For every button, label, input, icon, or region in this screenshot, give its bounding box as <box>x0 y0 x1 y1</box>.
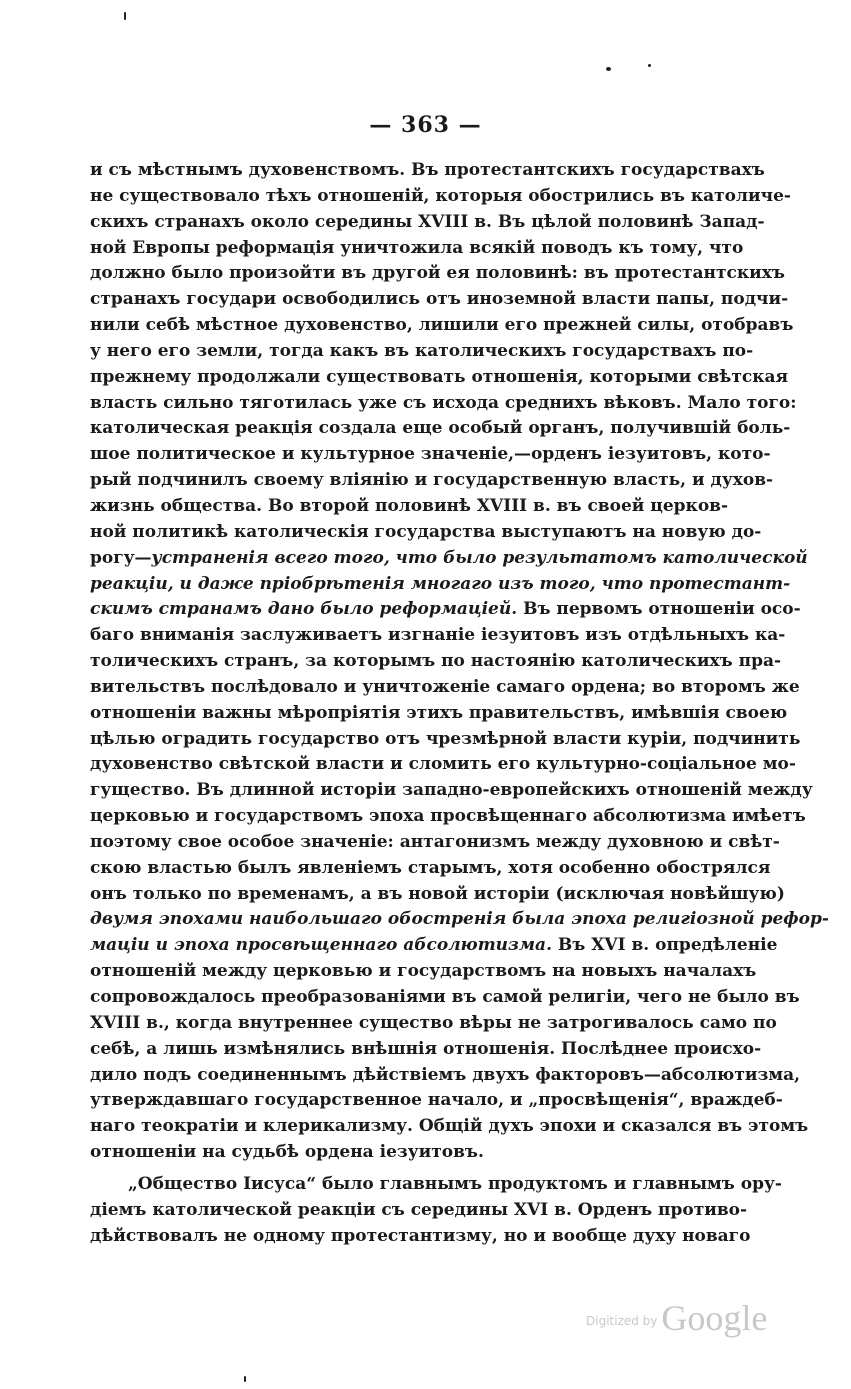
google-watermark <box>586 1296 767 1336</box>
text-line: странахъ государи освободились отъ иноземной власти папы, подчи- <box>90 289 789 310</box>
text-line: жизнь общества. Во второй половинѣ XVIII в. въ своей церков- <box>90 495 729 516</box>
text-line: утверждавшаго государственное начало, и „просвѣщенія“, враждеб- <box>90 1090 783 1111</box>
text-line <box>90 572 791 598</box>
text-line: поэтому свое особое значеніе: антагонизмъ между духовною и свѣт- <box>90 831 780 852</box>
text-line: дѣйствовалъ не одному протестантизму, но и вообще духу новаго <box>90 1225 751 1246</box>
text-line: церковью и государствомъ эпоха просвѣщеннаго абсолютизма имѣетъ <box>90 806 806 827</box>
ink-speck <box>606 67 611 71</box>
text-line: у него его земли, тогда какъ въ католическихъ государствахъ по- <box>90 340 754 361</box>
text-line: гущество. Въ длинной исторіи западно-европейскихъ отношеній между <box>90 780 813 801</box>
text-line: рогу—устраненія всего того, что было результатомъ католической <box>90 547 808 568</box>
text-line: скимъ странамъ дано было реформаціей. Въ первомъ отношеніи осо- <box>90 599 801 620</box>
ink-speck <box>244 1376 246 1382</box>
text-line: „Общество Іисуса“ было главнымъ продуктомъ и главнымъ ору- <box>128 1173 782 1194</box>
text-line: прежнему продолжали существовать отношенія, которыми свѣтская <box>90 366 789 387</box>
italic-emphasis: реакціи, и даже пріобрѣтенія многаго изъ того, что протестант- <box>90 573 791 594</box>
text-line: ной Европы реформація уничтожила всякій поводъ къ тому, что <box>90 237 744 258</box>
text-line: дило подъ соединеннымъ дѣйствіемъ двухъ факторовъ—абсолютизма, <box>90 1064 801 1085</box>
text-line: діемъ католической реакціи съ середины XVI в. Орденъ противо- <box>90 1199 748 1220</box>
page-number: — 363 — <box>369 112 482 138</box>
google-logo: Google <box>661 1298 768 1338</box>
text-line <box>90 907 829 933</box>
italic-emphasis: двумя эпохами наибольшаго обостренія была эпоха религіозной рефор- <box>90 909 829 930</box>
text-line: баго вниманія заслуживаетъ изгнаніе іезуитовъ изъ отдѣльныхъ ка- <box>90 625 786 646</box>
text-line: должно было произойти въ другой ея половинѣ: въ протестантскихъ <box>90 263 785 284</box>
text-line: сопровождалось преобразованіями въ самой религіи, чего не было въ <box>90 987 800 1007</box>
text-line: власть сильно тяготилась уже съ исхода среднихъ вѣковъ. Мало того: <box>90 392 797 413</box>
text-line: себѣ, а лишь измѣнялись внѣшнія отношенія. Послѣднее происхо- <box>90 1038 762 1059</box>
text-line: отношеніи на судьбѣ ордена іезуитовъ. <box>90 1142 484 1163</box>
watermark-prefix: Digitized by <box>586 1314 658 1328</box>
text-line: нили себѣ мѣстное духовенство, лишили его прежней силы, отобравъ <box>90 315 794 336</box>
text-line: наго теократіи и клерикализму. Общій духъ эпохи и сказался въ этомъ <box>90 1116 809 1137</box>
text-line: цѣлью оградить государство отъ чрезмѣрной власти куріи, подчинить <box>90 728 801 749</box>
text-line: скою властью былъ явленіемъ старымъ, хотя особенно обострялся <box>90 857 771 878</box>
text-line: XVIII в., когда внутреннее существо вѣры не затрогивалось само по <box>90 1012 777 1033</box>
text-line: скихъ странахъ около середины XVIII в. Въ цѣлой половинѣ Запад- <box>90 211 765 232</box>
text-line: рый подчинилъ своему вліянію и государственную власть, и духов- <box>90 470 774 491</box>
text-line: не существовало тѣхъ отношеній, которыя обострились въ католиче- <box>90 185 791 206</box>
text-line: шое политическое и культурное значеніе,—орденъ іезуитовъ, кото- <box>90 444 771 465</box>
italic-emphasis: маціи и эпоха просвѣщеннаго абсолютизма. <box>90 935 552 956</box>
text-line: маціи и эпоха просвѣщеннаго абсолютизма. Въ XVI в. опредѣленіе <box>90 935 778 956</box>
text-line: толическихъ странъ, за которымъ по настоянію католическихъ пра- <box>90 651 782 672</box>
body-text <box>90 158 829 1249</box>
text-line: ной политикѣ католическія государства выступаютъ на новую до- <box>90 521 762 542</box>
ink-speck <box>648 64 651 67</box>
text-line: католическая реакція создала еще особый органъ, получившій боль- <box>90 418 791 439</box>
text-line: духовенство свѣтской власти и сломить его культурно-соціальное мо- <box>90 754 796 775</box>
text-line: отношеніи важны мѣропріятія этихъ правительствъ, имѣвшія своею <box>90 702 788 723</box>
text-line: онъ только по временамъ, а въ новой исторіи (исключая новѣйшую) <box>90 883 785 904</box>
text-line: вительствъ послѣдовало и уничтоженіе самаго ордена; во второмъ же <box>90 676 800 697</box>
ink-speck <box>124 12 126 20</box>
italic-emphasis: устраненія всего того, что было результатомъ католической <box>151 547 808 568</box>
text-line: и съ мѣстнымъ духовенствомъ. Въ протестантскихъ государствахъ <box>90 160 765 180</box>
text-line: отношеній между церковью и государствомъ на новыхъ началахъ <box>90 961 757 982</box>
italic-emphasis: скимъ странамъ дано было реформаціей. <box>90 599 518 620</box>
